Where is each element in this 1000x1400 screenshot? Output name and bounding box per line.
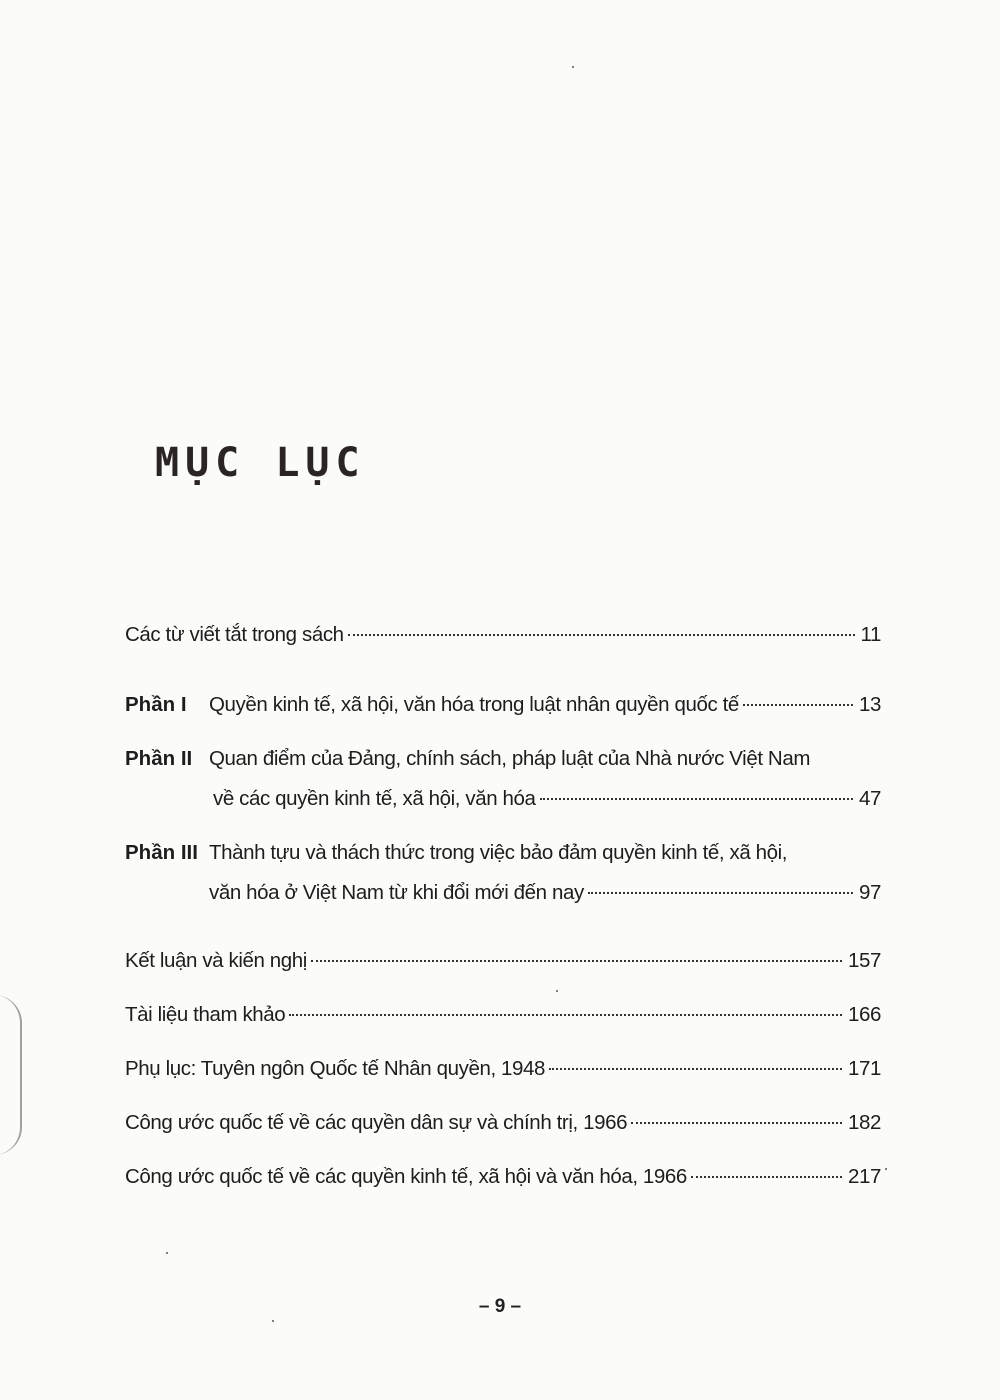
toc-entry-appendix-civil-political — [125, 1110, 881, 1136]
part-label: Phần I — [125, 693, 187, 716]
toc-entry-text: Quyền kinh tế, xã hội, văn hóa trong luật nhân quyền quốc tế — [209, 693, 739, 716]
toc-entry-text: Tài liệu tham khảo — [125, 1003, 286, 1026]
toc-entry-appendix-declaration — [125, 1056, 881, 1082]
toc-entry-abbreviations — [125, 622, 881, 648]
toc-entry-references — [125, 1002, 881, 1028]
scan-speck — [556, 990, 558, 992]
toc-entry-appendix-economic-social-cultural — [125, 1164, 881, 1190]
scan-speck — [885, 1168, 887, 1170]
toc-entry-text-continued: văn hóa ở Việt Nam từ khi đổi mới đến nay — [209, 881, 584, 904]
page-title: MỤC LỤC — [155, 440, 366, 486]
dot-leader — [549, 1068, 842, 1070]
part-label: Phần III — [125, 841, 198, 864]
toc-page-number: 47 — [858, 787, 881, 810]
toc-page-number: 11 — [860, 623, 881, 646]
scan-speck — [572, 66, 574, 68]
toc-page-number: 13 — [858, 693, 881, 716]
toc-entry-text: Thành tựu và thách thức trong việc bảo đảm quyền kinh tế, xã hội, — [209, 841, 788, 864]
dot-leader — [743, 704, 853, 706]
toc-page-number: 97 — [858, 881, 881, 904]
dot-leader — [348, 634, 855, 636]
dot-leader — [631, 1122, 842, 1124]
toc-entry-text: Kết luận và kiến nghị — [125, 949, 307, 972]
toc-entry-part-3 — [125, 840, 881, 906]
toc-entry-text: Công ước quốc tế về các quyền kinh tế, xã hội và văn hóa, 1966 — [125, 1165, 687, 1188]
scan-speck — [166, 1252, 168, 1254]
dot-leader — [540, 798, 853, 800]
toc-entry-text: Công ước quốc tế về các quyền dân sự và chính trị, 1966 — [125, 1111, 628, 1134]
toc-entry-text: Các từ viết tắt trong sách — [125, 623, 344, 646]
page-number-footer: – 9 – — [478, 1296, 522, 1317]
toc-page-number: 182 — [847, 1111, 881, 1134]
dot-leader — [311, 960, 842, 962]
toc-entry-conclusion — [125, 948, 881, 974]
dot-leader — [289, 1014, 842, 1016]
scan-edge-mark — [0, 995, 22, 1155]
toc-entry-text: Quan điểm của Đảng, chính sách, pháp luật của Nhà nước Việt Nam — [209, 747, 811, 770]
scan-speck — [272, 1320, 274, 1322]
toc-page-number: 157 — [847, 949, 881, 972]
part-label: Phần II — [125, 747, 193, 770]
toc-entry-part-2 — [125, 746, 881, 812]
dot-leader — [588, 892, 853, 894]
toc-entry-part-1 — [125, 692, 881, 718]
toc-page-number: 171 — [847, 1057, 881, 1080]
toc-entry-text-continued: về các quyền kinh tế, xã hội, văn hóa — [213, 787, 536, 810]
toc-page-number: 217 — [847, 1165, 881, 1188]
dot-leader — [691, 1176, 842, 1178]
toc-entry-text: Phụ lục: Tuyên ngôn Quốc tế Nhân quyền, 1948 — [125, 1057, 546, 1080]
toc-page-number: 166 — [847, 1003, 881, 1026]
